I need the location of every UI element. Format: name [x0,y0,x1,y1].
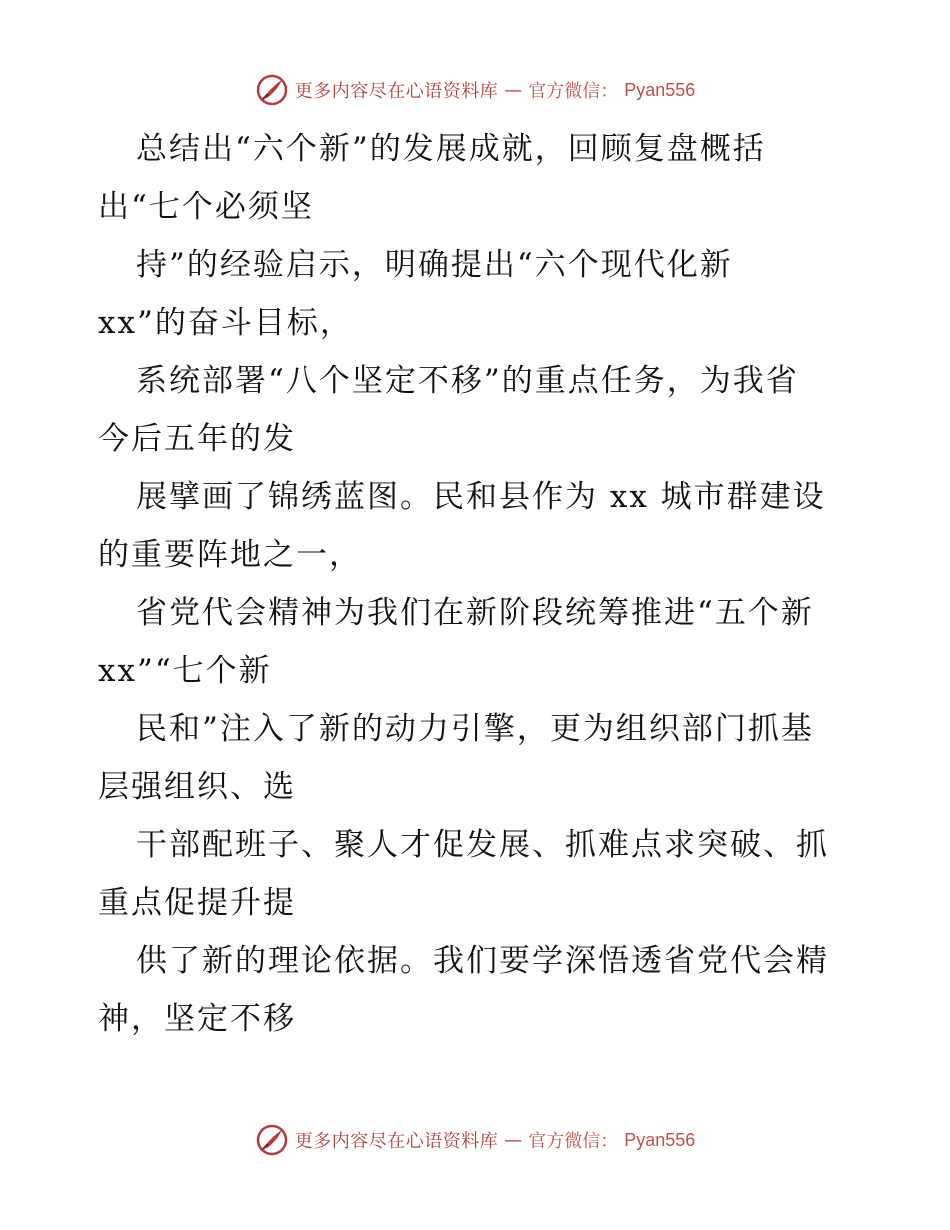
header-separator: — [504,79,523,101]
quill-logo-icon [255,73,289,107]
text-line: 的重要阵地之一， [98,537,362,573]
text-line: 层强组织、选 [98,769,296,805]
text-line: 干部配班子、聚人才促发展、抓难点求突破、抓 [136,827,829,863]
text-line: xx”的奋斗目标， [98,305,353,341]
header-banner [0,70,950,110]
quill-logo-icon [255,1123,289,1157]
footer-site-text: 更多内容尽在心语资料库 [294,1131,499,1152]
text-line: 省党代会精神为我们在新阶段统筹推进“五个新 [136,595,814,631]
text-line: xx”“七个新 [98,653,272,689]
header-wechat-handle: Pyan556 [624,79,696,100]
text-line: 今后五年的发 [98,421,296,457]
text-line: 重点促提升提 [98,885,296,921]
footer-banner [0,1120,950,1160]
text-line: 展擘画了锦绣蓝图。民和县作为 xx 城市群建设 [136,479,826,515]
document-body [98,120,858,1048]
footer-separator: — [504,1129,523,1151]
text-line: 供了新的理论依据。我们要学深悟透省党代会精 [136,943,829,979]
text-line: 持”的经验启示，明确提出“六个现代化新 [136,247,733,283]
footer-wechat-handle: Pyan556 [624,1129,696,1150]
header-wechat-label: 官方微信： [528,81,619,102]
header-site-text: 更多内容尽在心语资料库 [294,81,499,102]
text-line: 神，坚定不移 [98,1001,296,1037]
text-line: 总结出“六个新”的发展成就，回顾复盘概括 [136,131,766,167]
footer-wechat-label: 官方微信： [528,1131,619,1152]
text-line: 出“七个必须坚 [98,189,314,225]
text-line: 民和”注入了新的动力引擎，更为组织部门抓基 [136,711,814,747]
text-line: 系统部署“八个坚定不移”的重点任务，为我省 [136,363,799,399]
